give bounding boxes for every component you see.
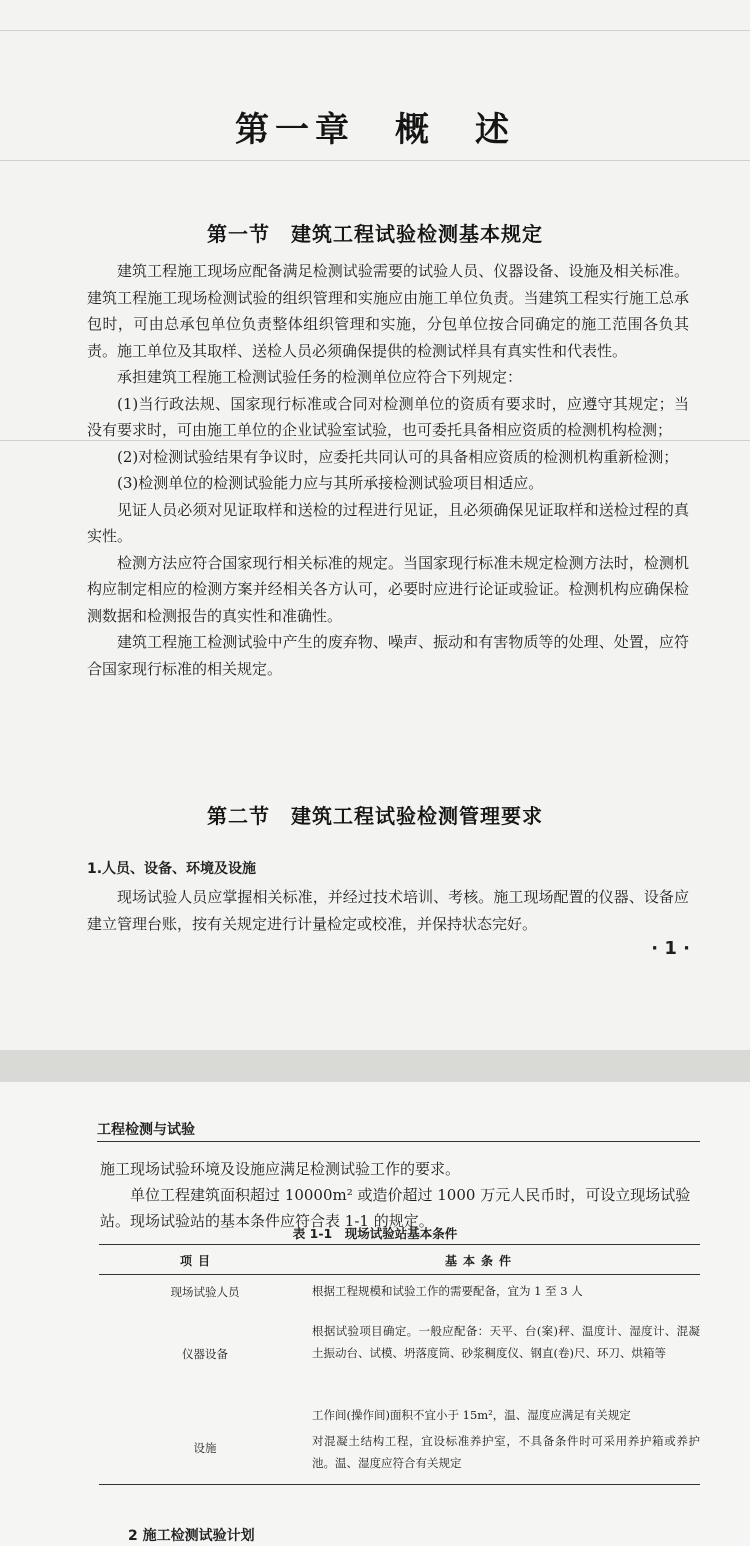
subsection-title: 1.人员、设备、环境及设施: [87, 861, 257, 877]
table-cell-condition: 对混凝土结构工程，宜设标准养护室，不具备条件时可采用养护箱或养护池。温、湿度应符合有关规定: [312, 1434, 700, 1470]
table-caption: 表 1-1 现场试验站基本条件: [292, 1226, 458, 1241]
paragraph: (1)当行政法规、国家现行标准或合同对检测单位的资质有要求时，应遵守其规定；当没有要求时，可由施工单位的企业试验室试验，也可委托具备相应资质的检测机构检测；: [87, 394, 689, 439]
paragraph: 单位工程建筑面积超过 10000m² 或造价超过 1000 万元人民币时，可设立现场试验站。现场试验站的基本条件应符合表 1-1 的规定。: [100, 1186, 691, 1230]
table-cell-condition: 工作间(操作间)面积不宜小于 15m²，温、湿度应满足有关规定: [312, 1408, 631, 1422]
table-top-rule: [99, 1244, 700, 1245]
next-section-heading: 2 施工检测试验计划: [128, 1528, 255, 1544]
page-gap: [0, 1050, 750, 1082]
table-cell-condition: 根据工程规模和试验工作的需要配备，宜为 1 至 3 人: [312, 1284, 583, 1298]
header-rule: [97, 1141, 700, 1142]
paragraph: 现场试验人员应掌握相关标准，并经过技术培训、考核。施工现场配置的仪器、设备应建立管理台账，按有关规定进行计量检定或校准，并保持状态完好。: [87, 888, 689, 933]
bleed-through-line: [0, 30, 750, 31]
paragraph: (3)检测单位的检测试验能力应与其所承接检测试验项目相适应。: [117, 474, 544, 492]
table-cell-condition: 根据试验项目确定。一般应配备：天平、台(案)秤、温度计、湿度计、混凝土振动台、试模、坍落度筒、砂浆稠度仪、钢直(卷)尺、环刀、烘箱等: [312, 1324, 700, 1360]
paragraph: 建筑工程施工现场应配备满足检测试验需要的试验人员、仪器设备、设施及相关标准。建筑工程施工现场检测试验的组织管理和实施应由施工单位负责。当建筑工程实行施工总承包时，可由总承包单位负责整体组织管理和实施，分包单位按合同确定的施工范围各负其责。施工单位及其取样、送检人员必须确保提供的检测试样具有真实性和代表性。: [87, 262, 689, 360]
paragraph: 建筑工程施工检测试验中产生的废弃物、噪声、振动和有害物质等的处理、处置，应符合国家现行标准的相关规定。: [87, 633, 689, 678]
section-1-title: 第一节 建筑工程试验检测基本规定: [207, 222, 543, 246]
bleed-through-line: [0, 160, 750, 161]
table-header-condition: 基本条件: [445, 1254, 518, 1268]
paragraph: 检测方法应符合国家现行相关标准的规定。当国家现行标准未规定检测方法时，检测机构应制定相应的检测方案并经相关各方认可，必要时应进行论证或验证。检测机构应确保检测数据和检测报告的真实性和准确性。: [87, 553, 689, 625]
table-cell-item: 仪器设备: [182, 1347, 228, 1361]
paragraph: 承担建筑工程施工检测试验任务的检测单位应符合下列规定：: [117, 368, 523, 386]
section-1-body: [87, 258, 689, 682]
table-cell-item: 设施: [193, 1441, 217, 1455]
page-number: · 1 ·: [651, 938, 690, 959]
running-head: 工程检测与试验: [97, 1122, 195, 1138]
table-cell-item: 现场试验人员: [170, 1285, 240, 1299]
chapter-title: 第一章 概 述: [235, 110, 515, 150]
table-header-rule: [99, 1274, 700, 1275]
table-bottom-rule: [99, 1484, 700, 1485]
paragraph: 见证人员必须对见证取样和送检的过程进行见证，且必须确保见证取样和送检过程的真实性。: [87, 500, 689, 545]
page-2-body: [100, 1156, 700, 1234]
table-header-item: 项目: [180, 1254, 217, 1268]
page-2: [0, 1082, 750, 1546]
paragraph: (2)对检测试验结果有争议时，应委托共同认可的具备相应资质的检测机构重新检测；: [117, 447, 679, 466]
paragraph: 施工现场试验环境及设施应满足检测试验工作的要求。: [100, 1160, 461, 1178]
subsection-body: [87, 884, 689, 937]
section-2-title: 第二节 建筑工程试验检测管理要求: [207, 804, 543, 828]
